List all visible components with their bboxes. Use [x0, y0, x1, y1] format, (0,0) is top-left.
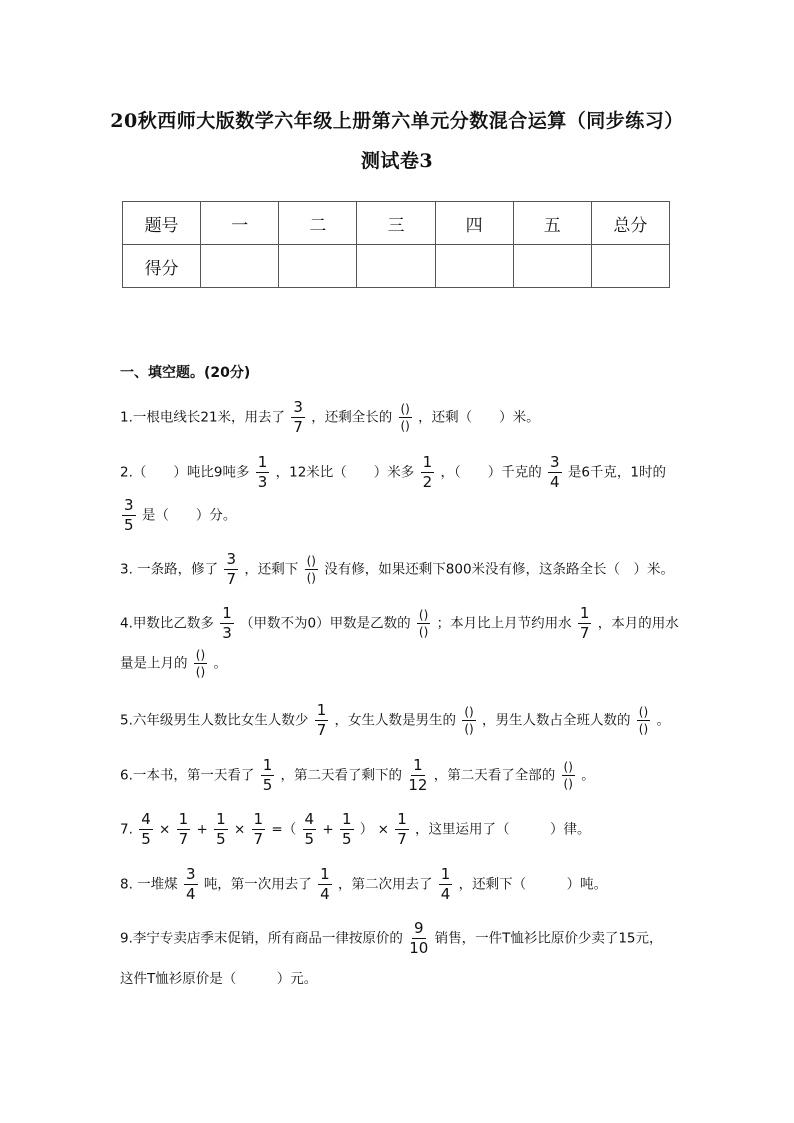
- question-text: ，还剩下: [244, 561, 299, 578]
- score-header-cell: 三: [357, 202, 435, 245]
- fraction: $\frac{3}{5}$: [124, 496, 134, 534]
- question-text: 7.: [120, 821, 133, 838]
- score-blank-cell: [591, 245, 669, 288]
- score-table-score-row: [123, 245, 670, 288]
- fraction: $\frac{1}{5}$: [341, 810, 352, 848]
- question-text: ，这里运用了（ ）律。: [415, 821, 591, 838]
- question-9-cont: [120, 969, 317, 989]
- operator: ×: [377, 821, 389, 838]
- score-table-header-row: [123, 202, 670, 245]
- fraction: $\frac{4}{5}$: [141, 810, 151, 848]
- question-text: ，还剩（ ）米。: [418, 409, 540, 426]
- question-text: 2.（ ）吨比9吨多: [120, 464, 250, 481]
- question-text: 6.一本书，第一天看了: [120, 767, 255, 784]
- question-text: 。: [213, 655, 227, 672]
- fraction: $\frac{9}{10}$: [409, 919, 429, 957]
- fraction-blank: $\frac{()}{()}$: [400, 402, 410, 433]
- section-heading: 一、填空题。(20分): [120, 365, 251, 381]
- fraction: $\frac{1}{5}$: [262, 756, 273, 794]
- question-text: ，12米比（ ）米多: [275, 464, 415, 481]
- operator: =（: [271, 821, 297, 838]
- question-text: 8. 一堆煤: [120, 876, 178, 893]
- score-header-cell: 五: [513, 202, 591, 245]
- score-header-cell: 题号: [123, 202, 201, 245]
- question-text: ，还剩下（ ）吨。: [458, 876, 608, 893]
- question-2-cont: [120, 498, 236, 533]
- question-text: ，女生人数是男生的: [334, 712, 457, 729]
- fraction: $\frac{1}{7}$: [579, 604, 590, 642]
- fraction: $\frac{1}{7}$: [316, 701, 327, 739]
- question-text: 是（ ）分。: [141, 507, 237, 524]
- fraction-blank: $\frac{()}{()}$: [638, 705, 649, 736]
- fraction: $\frac{1}{12}$: [408, 756, 428, 794]
- fraction: $\frac{3}{4}$: [185, 865, 196, 903]
- question-4: [120, 606, 679, 641]
- question-text: ，还剩全长的: [311, 409, 393, 426]
- question-text: ，本月的用水: [597, 615, 679, 632]
- question-3: [120, 552, 674, 587]
- question-text: 这件T恤衫原价是（ ）元。: [120, 971, 318, 987]
- question-1: [120, 400, 540, 435]
- question-text: 没有修，如果还剩下800米没有修，这条路全长（ ）米。: [324, 561, 675, 578]
- score-blank-cell: [201, 245, 279, 288]
- question-2: [120, 455, 666, 490]
- score-blank-cell: [279, 245, 357, 288]
- fraction-blank: $\frac{()}{()}$: [418, 608, 429, 639]
- fraction: $\frac{1}{7}$: [253, 810, 264, 848]
- score-blank-cell: [357, 245, 435, 288]
- question-text: 吨，第一次用去了: [203, 876, 312, 893]
- fraction: $\frac{1}{4}$: [320, 865, 330, 903]
- question-6: [120, 758, 595, 793]
- question-text: ，男生人数占全班人数的: [482, 712, 631, 729]
- fraction-blank: $\frac{()}{()}$: [464, 705, 474, 736]
- question-text: 是6千克，1时的: [567, 464, 667, 481]
- operator: ×: [159, 821, 171, 838]
- question-5: [120, 703, 670, 738]
- operator: +: [196, 821, 208, 838]
- question-text: 3. 一条路，修了: [120, 561, 219, 578]
- fraction: $\frac{4}{5}$: [304, 810, 315, 848]
- question-8: [120, 867, 607, 902]
- fraction: $\frac{1}{2}$: [422, 453, 433, 491]
- operator: ×: [233, 821, 246, 838]
- question-text: ，第二次用去了: [337, 876, 433, 893]
- question-text: 。: [656, 712, 670, 729]
- score-blank-cell: [513, 245, 591, 288]
- fraction-blank: $\frac{()}{()}$: [195, 648, 206, 679]
- fraction: $\frac{1}{4}$: [440, 865, 451, 903]
- fraction-blank: $\frac{()}{()}$: [306, 554, 316, 585]
- question-text: 9.李宁专卖店季末促销，所有商品一律按原价的: [120, 930, 403, 947]
- question-text: ，第二天看了全部的: [433, 767, 556, 784]
- fraction: $\frac{1}{7}$: [178, 810, 189, 848]
- title-line-1: 20秋西师大版数学六年级上册第六单元分数混合运算（同步练习）: [110, 110, 684, 132]
- fraction-blank: $\frac{()}{()}$: [563, 760, 573, 791]
- score-blank-cell: [435, 245, 513, 288]
- score-header-cell: 二: [279, 202, 357, 245]
- score-header-cell: 一: [201, 202, 279, 245]
- question-text: 4.甲数比乙数多: [120, 615, 214, 632]
- fraction: $\frac{3}{7}$: [226, 550, 237, 588]
- fraction: $\frac{1}{7}$: [397, 810, 407, 848]
- score-header-cell: 四: [435, 202, 513, 245]
- title-line-2: 测试卷3: [360, 150, 434, 172]
- question-text: 。: [581, 767, 595, 784]
- score-label-cell: 得分: [123, 245, 201, 288]
- fraction: $\frac{1}{5}$: [216, 810, 226, 848]
- question-text: 5.六年级男生人数比女生人数少: [120, 712, 309, 729]
- question-9: [120, 921, 663, 956]
- fraction: $\frac{3}{4}$: [550, 453, 560, 491]
- fraction: $\frac{1}{3}$: [222, 604, 232, 642]
- question-text: （甲数不为0）甲数是乙数的: [240, 615, 411, 632]
- question-4-cont: [120, 649, 227, 678]
- question-text: 量是上月的: [120, 655, 188, 672]
- question-text: ，（ ）千克的: [440, 464, 542, 481]
- question-text: ；本月比上月节约用水: [436, 615, 572, 632]
- score-table: [122, 201, 670, 288]
- score-header-cell: 总分: [591, 202, 669, 245]
- question-7: [120, 812, 591, 847]
- question-text: ，第二天看了剩下的: [280, 767, 403, 784]
- fraction: $\frac{1}{3}$: [257, 453, 268, 491]
- operator: ）: [359, 821, 374, 838]
- question-text: 1.一根电线长21米，用去了: [120, 409, 286, 426]
- operator: +: [322, 821, 334, 838]
- fraction: $\frac{3}{7}$: [293, 398, 303, 436]
- question-text: 销售，一件T恤衫比原价少卖了15元，: [434, 930, 663, 947]
